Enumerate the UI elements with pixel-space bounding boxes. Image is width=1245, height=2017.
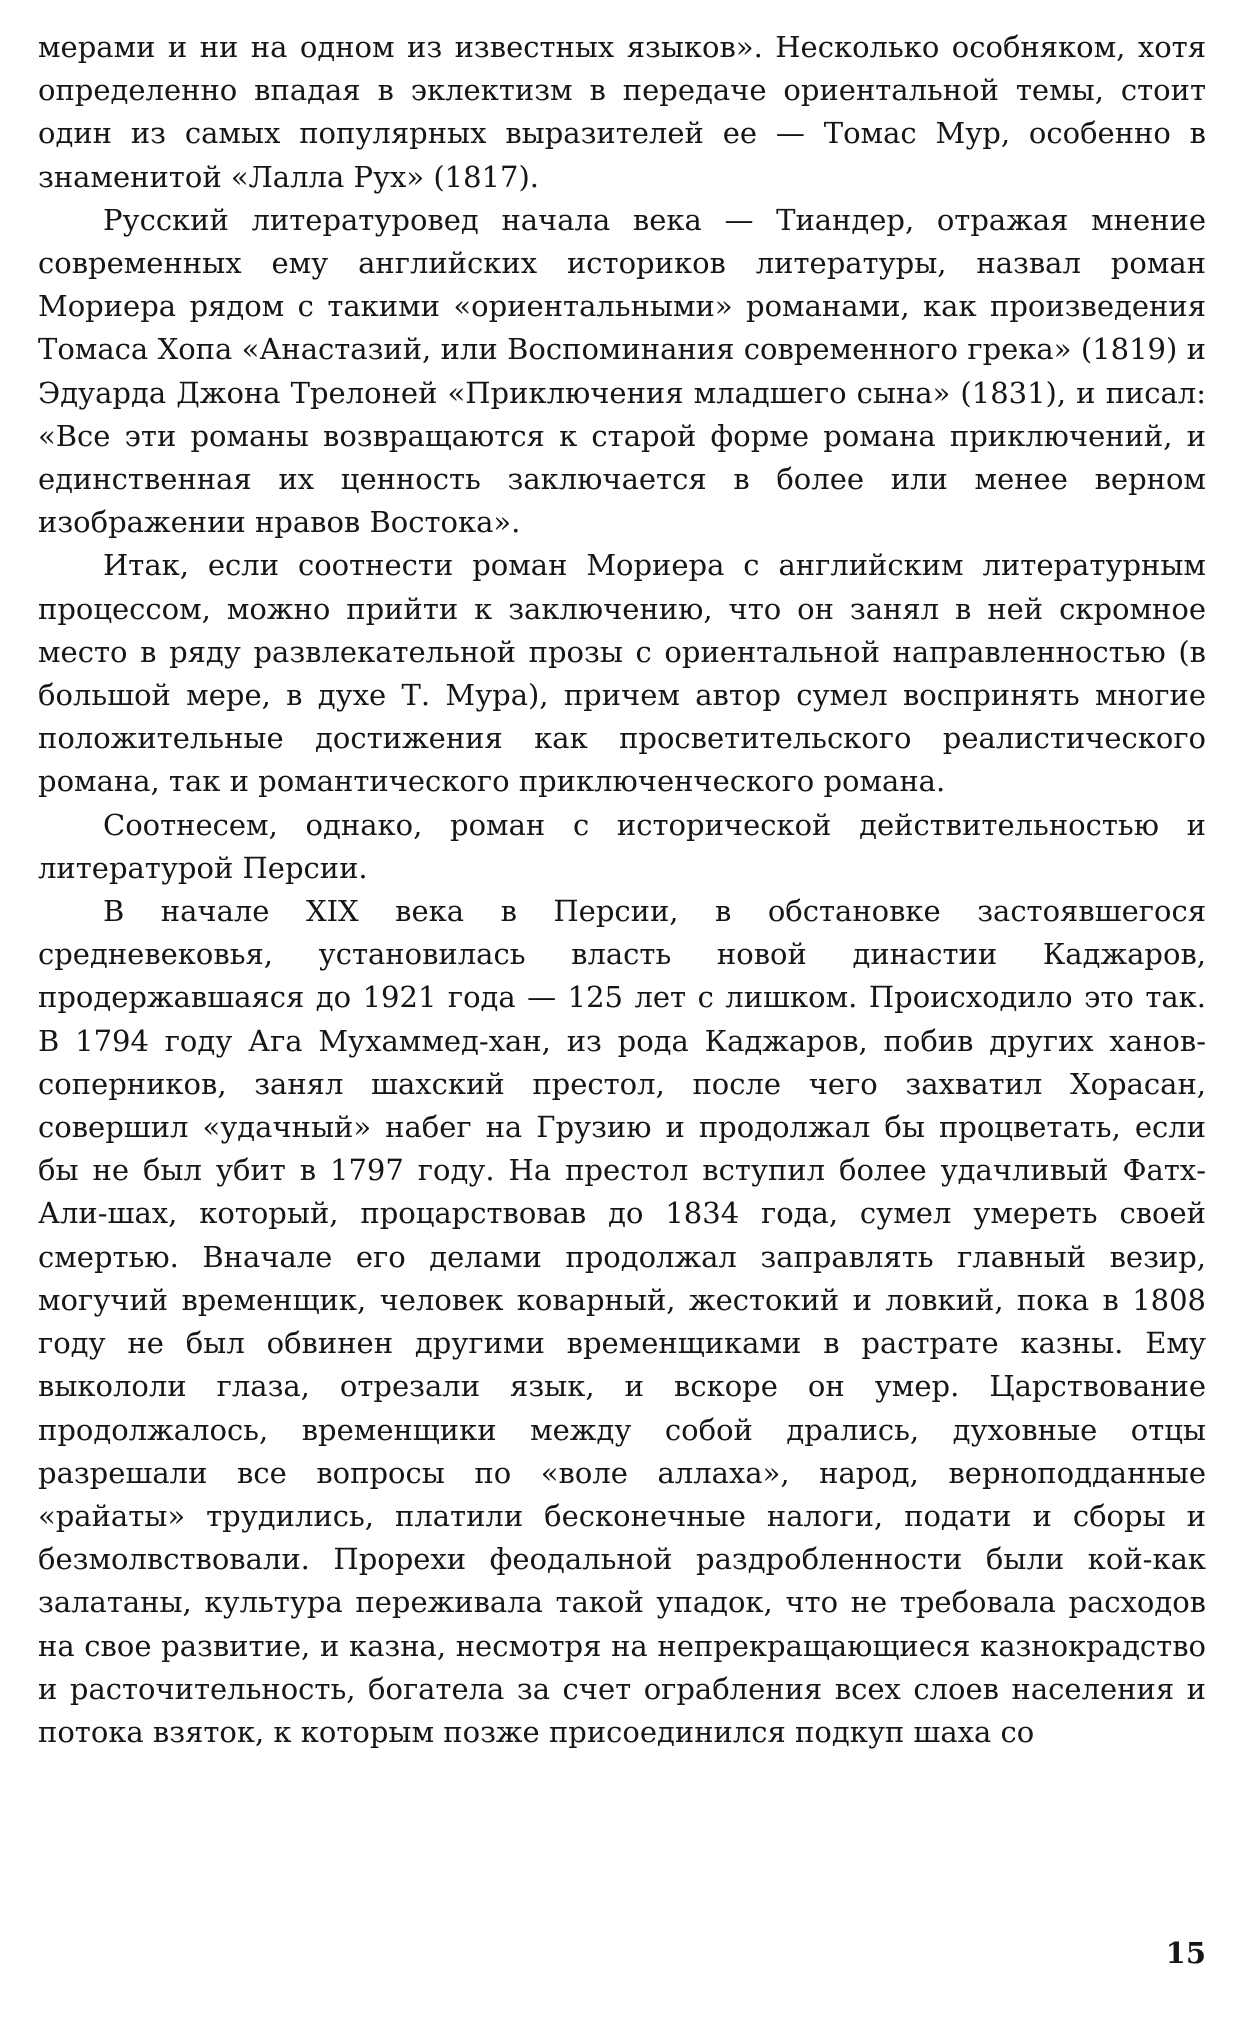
- paragraph-1: мерами и ни на одном из известных языков». Несколько особняком, хотя определенно впадая в эклектизм в передаче ориентальной темы, стоит один из самых популярных выразителей ее — Томас Мур, особенно в знаменитой «Лалла Рух» (1817).: [38, 30, 1206, 194]
- paragraph-3: Итак, если соотнести роман Мориера с английским литературным процессом, можно прийти к заключению, что он занял в ней скромное место в ряду развлекательной прозы с ориентальной направленностью (в большой мере, в духе Т. Мура), причем автор сумел воспринять многие положительные достижения как просветительского реалистического романа, так и романтического приключенческого романа.: [38, 548, 1206, 799]
- page-body: [38, 26, 1206, 1986]
- paragraph-2: Русский литературовед начала века — Тиандер, отражая мнение современных ему английских историков литературы, назвал роман Мориера рядом с такими «ориентальными» романами, как произведения Томаса Хопа «Анастазий, или Воспоминания современного грека» (1819) и Эдуарда Джона Трелоней «Приключения младшего сына» (1831), и писал: «Все эти романы возвращаются к старой форме романа приключений, и единственная их ценность заключается в более или менее верном изображении нравов Востока».: [38, 202, 1206, 540]
- paragraph-4: Соотнесем, однако, роман с исторической действительностью и литературой Персии.: [38, 807, 1206, 885]
- page-number: 15: [1165, 1936, 1206, 1970]
- paragraph-5: В начале XIX века в Персии, в обстановке застоявшегося средневековья, установилась власть новой династии Каджаров, продержавшаяся до 1921 года — 125 лет с лишком. Происходило это так. В 1794 году Ага Мухаммед-хан, из рода Каджаров, побив других ханов-соперников, занял шахский престол, после чего захватил Хорасан, совершил «удачный» набег на Грузию и продолжал бы процветать, если бы не был убит в 1797 году. На престол вступил более удачливый Фатх-Али-шах, который, процарствовав до 1834 года, сумел умереть своей смертью. Вначале его делами продолжал заправлять главный везир, могучий временщик, человек коварный, жестокий и ловкий, пока в 1808 году не был обвинен другими временщиками в растрате казны. Ему выкололи глаза, отрезали язык, и вскоре он умер. Царствование продолжалось, временщики между собой дрались, духовные отцы разрешали все вопросы по «воле аллаха», народ, верноподданные «райаты» трудились, платили бесконечные налоги, подати и сборы и безмолвствовали. Прорехи феодальной раздробленности были кой-как залатаны, культура переживала такой упадок, что не требовала расходов на свое развитие, и казна, несмотря на непрекращающиеся казнокрадство и расточительность, богатела за счет ограбления всех слоев населения и потока взяток, к которым позже присоединился подкуп шаха со: [38, 894, 1206, 1749]
